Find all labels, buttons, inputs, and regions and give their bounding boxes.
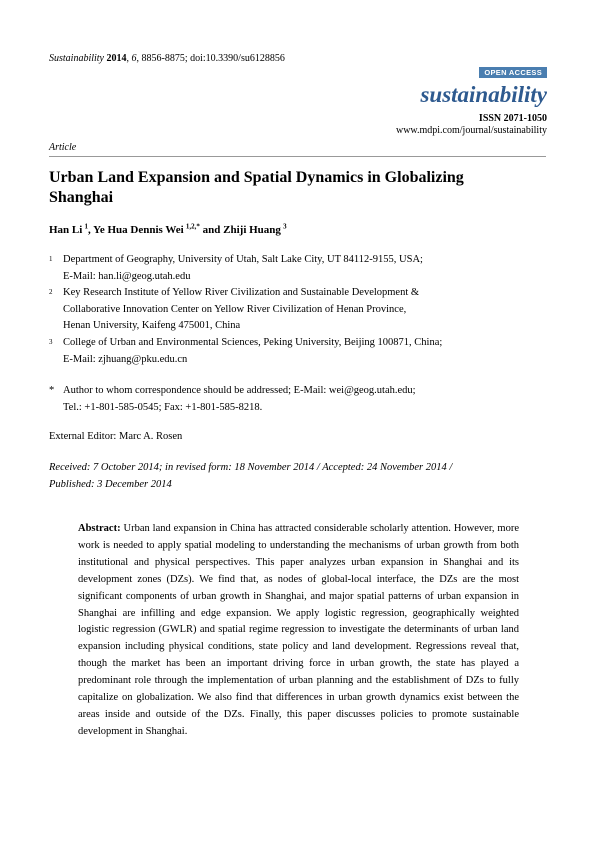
publication-dates xyxy=(49,459,546,493)
affiliation-number: 1 xyxy=(49,255,53,263)
correspondence-note xyxy=(49,383,546,416)
citation-pages-doi: , 8856-8875; doi:10.3390/su6128856 xyxy=(136,53,285,64)
affiliation-line: Key Research Institute of Yellow River Civilization and Sustainable Development & xyxy=(63,287,420,298)
external-editor: External Editor: Marc A. Rosen xyxy=(49,431,183,442)
affiliation-2 xyxy=(49,285,546,335)
author-name: Ye Hua Dennis Wei xyxy=(93,224,184,236)
issn-number: ISSN 2071-1050 xyxy=(478,113,547,124)
affiliation-1 xyxy=(49,252,546,285)
citation-year: 2014 xyxy=(106,53,127,64)
dates-line: Received: 7 October 2014; in revised form: 18 November 2014 / Accepted: 24 November 2014 / xyxy=(49,462,453,473)
correspondence-line: Author to whom correspondence should be addressed; E-Mail: wei@geog.utah.edu; xyxy=(63,385,416,396)
abstract xyxy=(78,521,519,741)
affiliation-number: 2 xyxy=(49,288,53,296)
affiliation-number: 3 xyxy=(49,338,53,346)
author-affiliation-marker: 3 xyxy=(283,222,287,231)
correspondence-star: * xyxy=(49,385,55,396)
affiliation-line: Collaborative Innovation Center on Yellow River Civilization of Henan Province, xyxy=(63,303,407,315)
author-separator: and xyxy=(199,224,224,236)
citation-line: Sustainability 2014, 6, 8856-8875; doi:10.3390/su6128856 xyxy=(49,53,285,64)
author-name: Zhiji Huang xyxy=(223,224,281,236)
affiliation-line: College of Urban and Environmental Sciences, Peking University, Beijing 100871, China; xyxy=(63,337,443,348)
affiliation-line: Department of Geography, University of Utah, Salt Lake City, UT 84112-9155, USA; xyxy=(63,254,423,265)
author-affiliation-marker: 1 xyxy=(84,222,89,231)
journal-url: www.mdpi.com/journal/sustainability xyxy=(395,125,547,136)
affiliation-line: Henan University, Kaifeng 475001, China xyxy=(63,320,241,331)
author-name: Han Li xyxy=(49,224,83,236)
paper-title: Urban Land Expansion and Spatial Dynamics in Globalizing Shanghai xyxy=(49,169,464,206)
author-list xyxy=(49,224,287,236)
article-type: Article xyxy=(49,142,77,153)
open-access-badge: OPEN ACCESS xyxy=(479,67,547,78)
author-affiliation-marker: 1,2,* xyxy=(185,222,200,231)
affiliation-3 xyxy=(49,335,546,368)
abstract-label: Abstract: xyxy=(78,523,121,534)
citation-volume: 6 xyxy=(131,53,137,64)
journal-logo-text: sustainability xyxy=(420,82,547,107)
correspondence-line: Tel.: +1-801-585-0545; Fax: +1-801-585-8218. xyxy=(63,401,263,413)
header-divider xyxy=(49,156,546,157)
abstract-text: Urban land expansion in China has attracted considerable scholarly attention. However, more work is needed to apply spatial modeling to understanding the mechanisms of urban growth from both institutional and physical perspectives. This paper analyzes urban expansion in Shanghai and its development zones (DZs). We find that, as nodes of global-local interface, the DZs are the most significant components of urban growth in Shanghai, and major spatial patterns of urban expansion in Shanghai are infilling and edge expansion. We apply logistic regression, geographically weighted logistic regression (GWLR) and spatial regime regression to investigate the determinants of urban land expansion including physical conditions, state policy and land development. Regressions reveal that, though the market has been an important driving force in urban growth, the state has played a predominant role through the implementation of urban planning and the establishment of DZs to fully capitalize on globalization. We also find that differences in urban growth dynamics exist between the areas inside and outside of the DZs. Finally, this paper discusses policies to promote sustainable development in Shanghai. xyxy=(78,523,520,737)
journal-short-name: Sustainability xyxy=(49,53,104,64)
affiliation-email: E-Mail: han.li@geog.utah.edu xyxy=(63,270,191,282)
author-separator: , xyxy=(88,224,94,236)
affiliation-email: E-Mail: zjhuang@pku.edu.cn xyxy=(63,353,188,365)
dates-line: Published: 3 December 2014 xyxy=(49,479,172,490)
